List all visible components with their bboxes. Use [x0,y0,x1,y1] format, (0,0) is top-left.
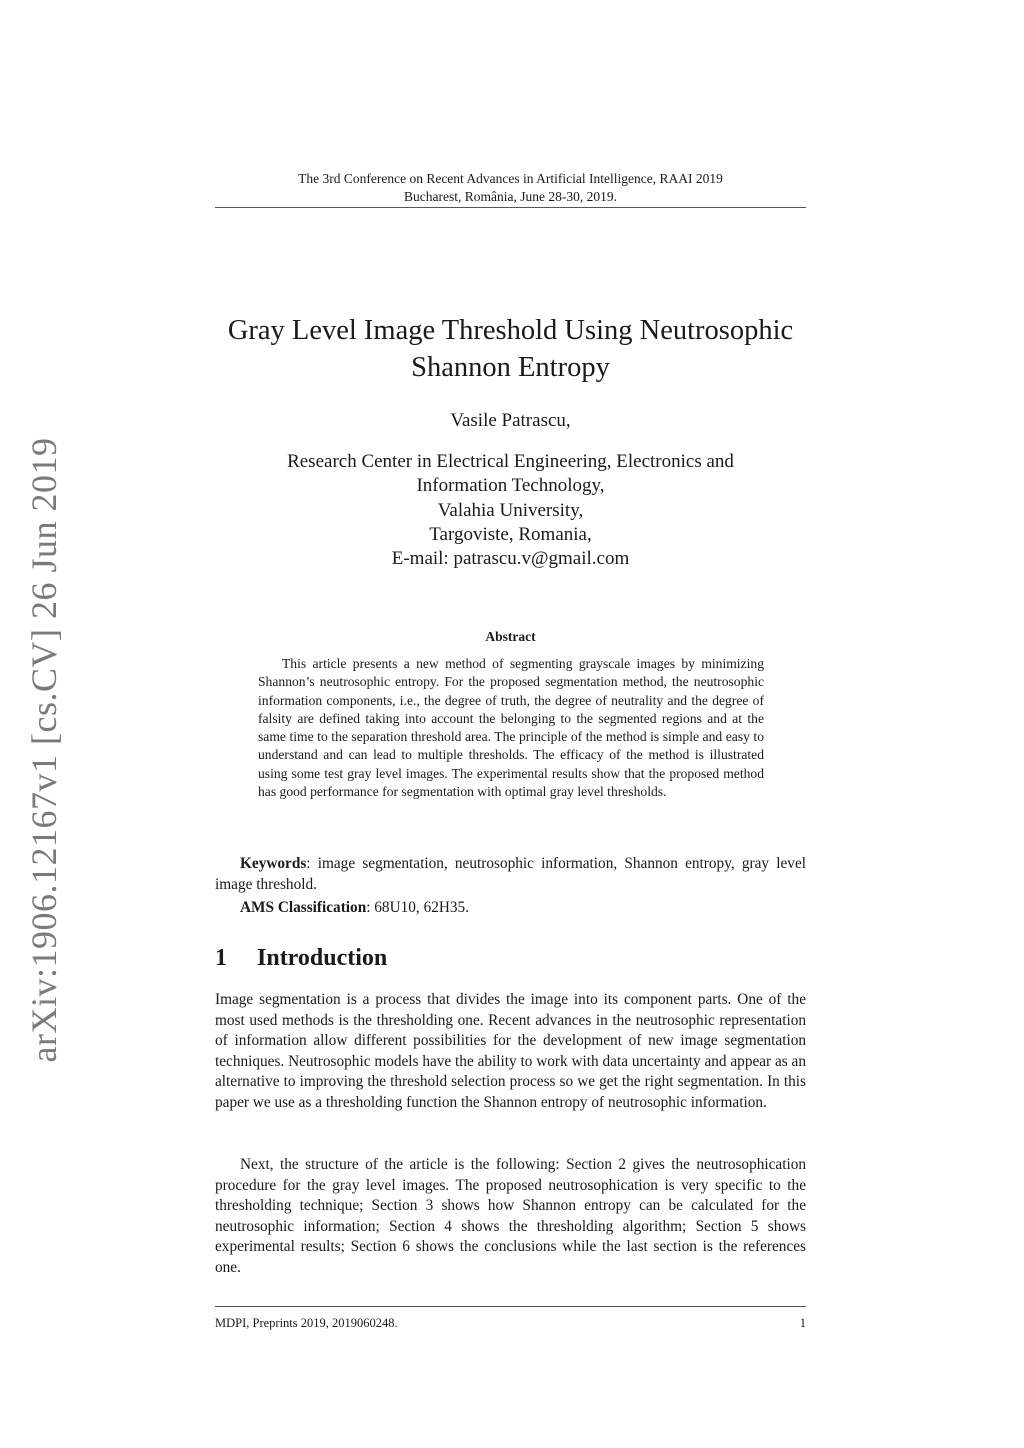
body-paragraph: Image segmentation is a process that divides the image into its component parts. One of the most used methods is the thresholding one. Recent advances in the neutrosophic representation of information allow different possibilities for the development of new image segmentation techniques. Neutrosophic models have the ability to work with data uncertainty and appear as an alternative to improving the threshold selection process so we get the right segmentation. In this paper we use as a thresholding function the Shannon entropy of neutrosophic information. [215,991,806,1111]
section-number: 1 [215,945,227,971]
abstract-text: This article presents a new method of segmenting grayscale images by minimizing Shannon’s neutrosophic entropy. For the proposed segmentation method, the neutrosophic information components, i.e., the degree of truth, the degree of neutrality and the degree of falsity are defined taking into account the belonging to the segmented regions and at the same time to the separation threshold area. The principle of the method is simple and easy to understand and can lead to multiple thresholds. The efficacy of the method is illustrated using some test gray level images. The experimental results show that the proposed method has good performance for segmentation with optimal gray level thresholds. [258,656,764,800]
conference-location-date: Bucharest, România, June 28-30, 2019. [404,189,617,204]
section-title: Introduction [257,945,388,971]
body-paragraph: Next, the structure of the article is the following: Section 2 gives the neutrosophication procedure for the gray level images. The proposed neutrosophication is very specific to the thresholding technique; Section 3 shows how Shannon entropy can be calculated for the neutrosophic information; Section 4 shows the thresholding algorithm; Section 5 shows experimental results; Section 6 shows the conclusions while the last section is the references one. [215,1156,806,1276]
affiliation-line: Valahia University, [437,499,584,521]
footer-citation: MDPI, Preprints 2019, 2019060248. [215,1316,398,1330]
author-name: Vasile Patrascu, [450,410,571,431]
ams-text: : 68U10, 62H35. [366,899,470,916]
conference-header [215,170,806,206]
keywords-label: Keywords [240,855,307,872]
ams-classification [240,897,469,918]
author-email: E-mail: patrascu.v@gmail.com [391,548,630,570]
affiliation-line: Targoviste, Romania, [429,523,592,545]
keywords-text: : image segmentation, neutrosophic information, Shannon entropy, gray level image threshold. [215,855,806,893]
title-line-2: Shannon Entropy [411,352,610,383]
page-number: 1 [799,1316,806,1330]
footer-divider [215,1306,806,1307]
header-divider [215,207,806,208]
arxiv-identifier-stamp: arXiv:1906.12167v1 [cs.CV] 26 Jun 2019 [24,437,64,1063]
title-line-1: Gray Level Image Threshold Using Neutrosophic [227,315,794,346]
keywords [215,853,806,895]
affiliation-line: Information Technology, [416,475,605,497]
conference-name: The 3rd Conference on Recent Advances in Artificial Intelligence, RAAI 2019 [298,171,723,186]
section-heading [215,945,387,972]
ams-label: AMS Classification [240,899,367,916]
author-affiliation [215,450,806,571]
abstract-heading: Abstract [485,629,536,644]
paper-title [215,312,806,386]
affiliation-line: Research Center in Electrical Engineering, Electronics and [287,451,734,472]
